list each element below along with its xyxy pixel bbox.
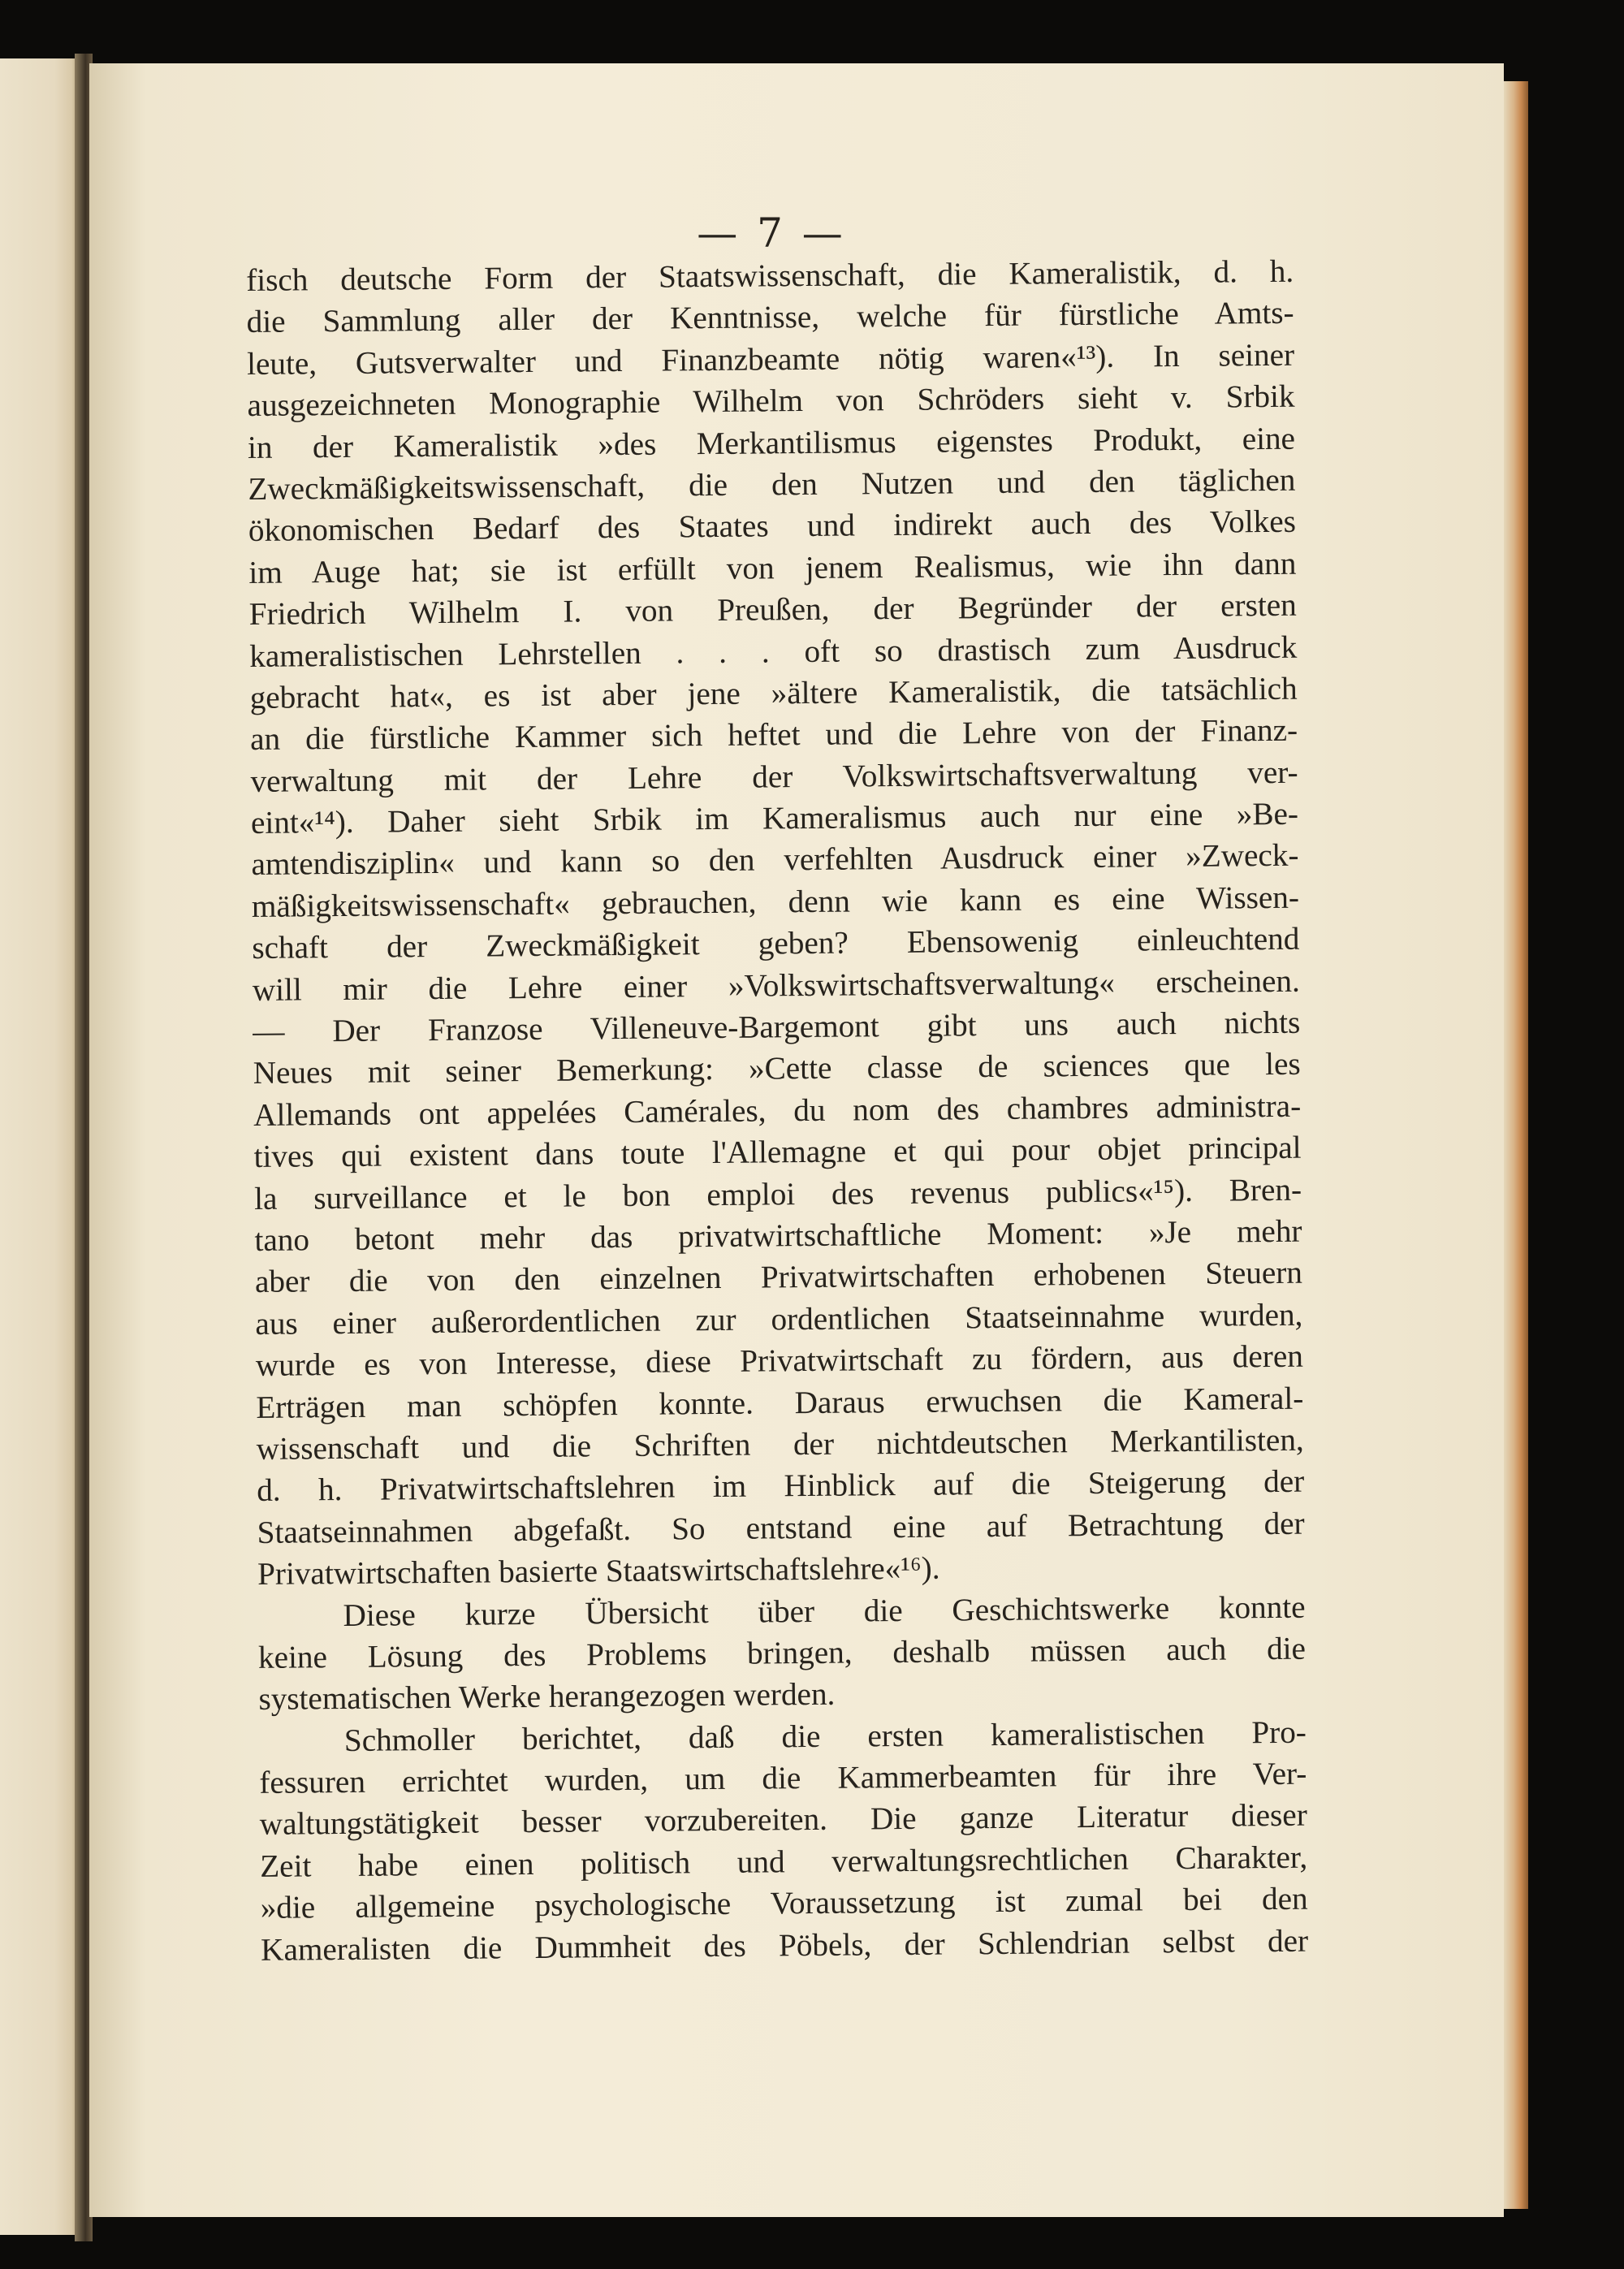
page-stack-edge [1504,81,1528,2209]
text-line: aus einer außerordentlichen zur ordentlichen Staatseinnahme wurden, [255,1297,1303,1342]
text-line: d. h. Privatwirtschaftslehren im Hinblick auf die Steigerung der [257,1464,1305,1509]
text-line: wurde es von Interesse, diese Privatwirtschaft zu fördern, aus deren [255,1338,1304,1384]
text-line: Erträgen man schöpfen konnte. Daraus erwuchsen die Kameral- [256,1381,1304,1425]
text-line: Kameralisten die Dummheit des Pöbels, der Schlendrian selbst der [260,1923,1309,1968]
text-line: ökonomischen Bedarf des Staates und indirekt auch des Volkes [248,504,1297,549]
text-line: Allemands ont appelées Camérales, du nom des chambres administra- [253,1088,1302,1133]
text-line: gebracht hat«, es ist aber jene »ältere Kameralistik, die tatsächlich [249,671,1298,715]
page-number-header: — 7 — [697,210,846,257]
text-line: amtendisziplin« und kann so den verfehlten Ausdruck einer »Zweck- [251,838,1299,883]
text-line: fessuren errichtet wurden, um die Kammerbeamten für ihre Ver- [259,1756,1307,1800]
text-line: Neues mit seiner Bemerkung: »Cette classe de sciences que les [253,1047,1301,1091]
text-line: schaft der Zweckmäßigkeit geben? Ebensowenig einleuchtend [252,921,1300,966]
paragraph-start-line: Diese kurze Übersicht über die Geschichtswerke konnte [343,1589,1306,1633]
text-line: eint«¹⁴). Daher sieht Srbik im Kameralismus auch nur eine »Be- [250,796,1299,841]
text-line: tives qui existent dans toute l'Allemagne et qui pour objet principal [253,1130,1302,1175]
text-line: — Der Franzose Villeneuve-Bargemont gibt uns auch nichts [253,1005,1301,1049]
text-line: Zeit habe einen politisch und verwaltungsrechtlichen Charakter, [260,1839,1308,1884]
text-line: leute, Gutsverwalter und Finanzbeamte nötig waren«¹³). In seiner [246,337,1295,382]
text-line: verwaltung mit der Lehre der Volkswirtschaftsverwaltung ver- [250,754,1298,799]
text-line: Zweckmäßigkeitswissenschaft, die den Nutzen und den täglichen [248,462,1296,507]
text-line: aber die von den einzelnen Privatwirtschaften erhobenen Steuern [254,1256,1303,1300]
text-line: im Auge hat; sie ist erfüllt von jenem Realismus, wie ihn dann [248,546,1297,590]
text-line: ausgezeichneten Monographie Wilhelm von Schröders sieht v. Srbik [247,378,1295,424]
text-line: wissenschaft und die Schriften der nichtdeutschen Merkantilisten, [256,1422,1304,1467]
paragraph-end-line: systematischen Werke herangezogen werden. [258,1677,836,1718]
text-line: tano betont mehr das privatwirtschaftliche Moment: »Je mehr [254,1213,1302,1258]
text-line: kameralistischen Lehrstellen . . . oft so drastisch zum Ausdruck [249,629,1298,674]
text-line: in der Kameralistik »des Merkantilismus eigenstes Produkt, eine [247,421,1296,465]
paragraph-start-line: Schmoller berichtet, daß die ersten kameralistischen Pro- [343,1714,1307,1758]
text-line: fisch deutsche Form der Staatswissenschaft, die Kameralistik, d. h. [246,253,1294,298]
text-line: waltungstätigkeit besser vorzubereiten. Die ganze Literatur dieser [259,1798,1307,1843]
text-line: la surveillance et le bon emploi des revenus publics«¹⁵). Bren- [253,1172,1302,1217]
facing-page-edge [0,58,78,2235]
body-text [246,251,1308,1971]
text-line: die Sammlung aller der Kenntnisse, welche für fürstliche Amts- [246,296,1294,340]
text-line: Staatseinnahmen abgefaßt. So entstand eine auf Betrachtung der [257,1506,1305,1550]
text-line: »die allgemeine psychologische Voraussetzung ist zumal bei den [260,1881,1308,1926]
text-line: will mir die Lehre einer »Volkswirtschaftsverwaltung« erscheinen. [252,963,1300,1008]
text-line: an die fürstliche Kammer sich heftet und die Lehre von der Finanz- [249,713,1298,758]
text-line: keine Lösung des Problems bringen, deshalb müssen auch die [257,1631,1307,1675]
paragraph-end-line: Privatwirtschaften basierte Staatswirtschaftslehre«¹⁶). [257,1550,940,1593]
text-line: Friedrich Wilhelm I. von Preußen, der Begründer der ersten [248,587,1297,633]
text-line: mäßigkeitswissenschaft« gebrauchen, denn wie kann es eine Wissen- [251,880,1300,924]
